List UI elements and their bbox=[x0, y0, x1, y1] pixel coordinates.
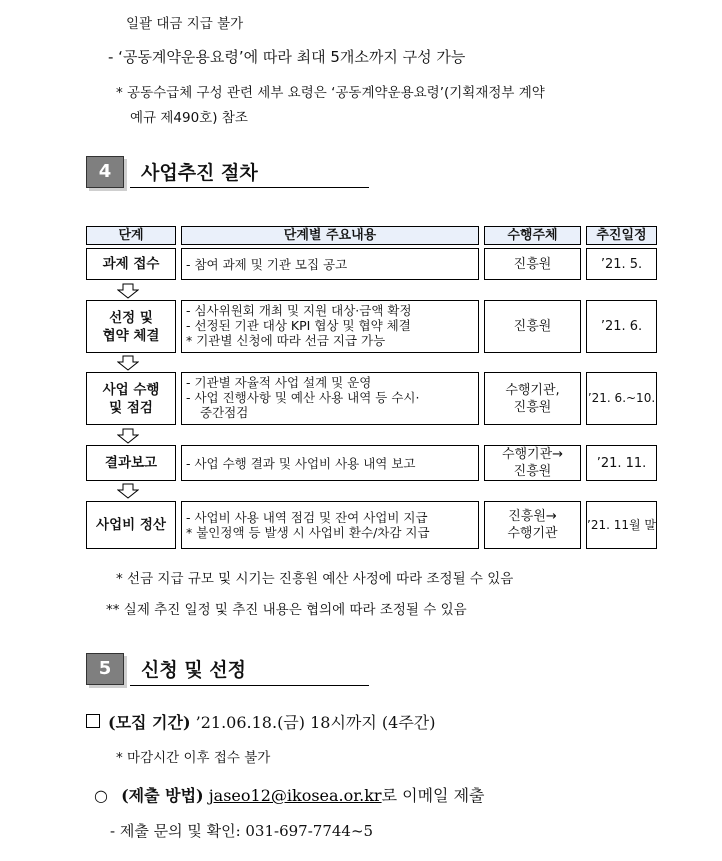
content-row-1 bbox=[181, 248, 479, 280]
schedule-row-5-label: ’21. 11월 말 bbox=[587, 517, 656, 532]
owner-row-2 bbox=[484, 300, 581, 353]
owner-row-4-line-1: 수행기관→ bbox=[501, 447, 564, 462]
section-5-underline bbox=[130, 685, 369, 686]
stage-row-3-line-1: 사업 수행 bbox=[102, 381, 160, 398]
recruit-value: ’21.06.18.(금) 18시까지 (4주간) bbox=[195, 713, 436, 732]
stage-row-4 bbox=[86, 445, 176, 481]
intro-note-line-2: 예규 제490호) 참조 bbox=[130, 110, 248, 126]
schedule-row-5 bbox=[586, 501, 657, 549]
owner-row-3-line-2: 진흥원 bbox=[513, 399, 552, 415]
content-row-3-line-2: - 사업 진행사항 및 예산 사용 내역 등 수시· bbox=[186, 390, 420, 405]
flow-arrow-icon bbox=[117, 355, 139, 371]
content-row-3-line-3: 중간점검 bbox=[200, 405, 249, 420]
recruit-row bbox=[108, 710, 435, 733]
header-schedule: 추진일정 bbox=[586, 226, 657, 245]
schedule-row-4 bbox=[586, 445, 657, 481]
schedule-row-1 bbox=[586, 248, 657, 280]
stage-row-3-line-2: 및 점검 bbox=[109, 399, 153, 416]
flow-arrow-icon bbox=[117, 483, 139, 499]
owner-row-3-line-1: 수행기관, bbox=[505, 382, 560, 398]
stage-row-2 bbox=[86, 300, 176, 353]
owner-row-1 bbox=[484, 248, 581, 280]
intro-line-1: 일괄 대금 지급 불가 bbox=[126, 16, 244, 32]
stage-row-2-line-1: 선정 및 bbox=[109, 309, 153, 326]
flow-arrow-icon bbox=[117, 283, 139, 299]
section-4-title: 사업추진 절차 bbox=[141, 162, 258, 184]
table-note-1: * 선금 지급 규모 및 시기는 진흥원 예산 사정에 따라 조정될 수 있음 bbox=[116, 571, 514, 587]
stage-row-5-label: 사업비 정산 bbox=[96, 517, 166, 533]
schedule-row-3 bbox=[586, 372, 657, 425]
owner-row-5 bbox=[484, 501, 581, 549]
header-stage: 단계 bbox=[86, 226, 176, 245]
recruit-note: * 마감시간 이후 접수 불가 bbox=[116, 750, 271, 766]
header-owner: 수행주체 bbox=[484, 226, 581, 245]
content-row-5-line-1: - 사업비 사용 내역 점검 및 잔여 사업비 지급 bbox=[186, 510, 428, 525]
submit-label: (제출 방법) bbox=[121, 786, 204, 805]
section-4-underline bbox=[130, 187, 369, 188]
submit-suffix: 로 이메일 제출 bbox=[381, 786, 485, 805]
owner-row-4 bbox=[484, 445, 581, 481]
content-row-2-line-1: - 심사위원회 개최 및 지원 대상·금액 확정 bbox=[186, 303, 412, 318]
stage-row-5 bbox=[86, 501, 176, 549]
owner-row-1-label: 진흥원 bbox=[513, 256, 552, 272]
content-row-5-line-2: * 불인정액 등 발생 시 사업비 환수/차감 지급 bbox=[186, 525, 430, 540]
schedule-row-1-label: ’21. 5. bbox=[600, 256, 643, 272]
owner-row-5-line-1: 진흥원→ bbox=[508, 509, 557, 524]
content-row-2 bbox=[181, 300, 479, 353]
stage-row-2-line-2: 협약 체결 bbox=[102, 327, 160, 344]
section-4-number: 4 bbox=[86, 156, 124, 188]
owner-row-3 bbox=[484, 372, 581, 425]
content-row-5 bbox=[181, 501, 479, 549]
content-row-4-line-1: - 사업 수행 결과 및 사업비 사용 내역 보고 bbox=[186, 455, 416, 471]
content-row-4 bbox=[181, 445, 479, 481]
stage-row-3 bbox=[86, 372, 176, 425]
owner-row-2-label: 진흥원 bbox=[513, 319, 552, 334]
owner-row-5-line-2: 수행기관 bbox=[507, 526, 558, 541]
email-link[interactable]: jaseo12@ikosea.or.kr bbox=[208, 786, 382, 805]
intro-line-2: - ‘공동계약운용요령’에 따라 최대 5개소까지 구성 가능 bbox=[108, 48, 466, 66]
section-5-title: 신청 및 선정 bbox=[141, 659, 246, 681]
content-row-2-line-3: * 기관별 신청에 따라 선금 지급 가능 bbox=[186, 333, 386, 348]
inquiry-line: - 제출 문의 및 확인: 031-697-7744~5 bbox=[110, 822, 374, 840]
owner-row-4-line-2: 진흥원 bbox=[513, 464, 552, 479]
stage-row-1-label: 과제 접수 bbox=[102, 256, 160, 272]
content-row-1-line-1: - 참여 과제 및 기관 모집 공고 bbox=[186, 256, 348, 272]
flow-arrow-icon bbox=[117, 428, 139, 444]
submit-row bbox=[94, 783, 485, 806]
stage-row-1 bbox=[86, 248, 176, 280]
header-content: 단계별 주요내용 bbox=[181, 226, 479, 245]
schedule-row-4-label: ’21. 11. bbox=[596, 455, 647, 471]
schedule-row-3-label: ’21. 6.~10. bbox=[587, 391, 656, 405]
recruit-label: (모집 기간) bbox=[108, 713, 191, 732]
content-row-3-line-1: - 기관별 자율적 사업 설계 및 운영 bbox=[186, 375, 372, 390]
section-5-number: 5 bbox=[86, 653, 124, 685]
circle-bullet-icon: ○ bbox=[94, 786, 108, 805]
stage-row-4-label: 결과보고 bbox=[104, 455, 158, 471]
schedule-row-2-label: ’21. 6. bbox=[600, 319, 643, 334]
intro-note-line-1: * 공동수급체 구성 관련 세부 요령은 ‘공동계약운용요령’(기획재정부 계약 bbox=[116, 85, 545, 101]
content-row-3 bbox=[181, 372, 479, 425]
schedule-row-2 bbox=[586, 300, 657, 353]
checkbox-square-icon bbox=[86, 714, 100, 728]
table-note-2: ** 실제 추진 일정 및 추진 내용은 협의에 따라 조정될 수 있음 bbox=[106, 602, 467, 618]
content-row-2-line-2: - 선정된 기관 대상 KPI 협상 및 협약 체결 bbox=[186, 318, 411, 333]
